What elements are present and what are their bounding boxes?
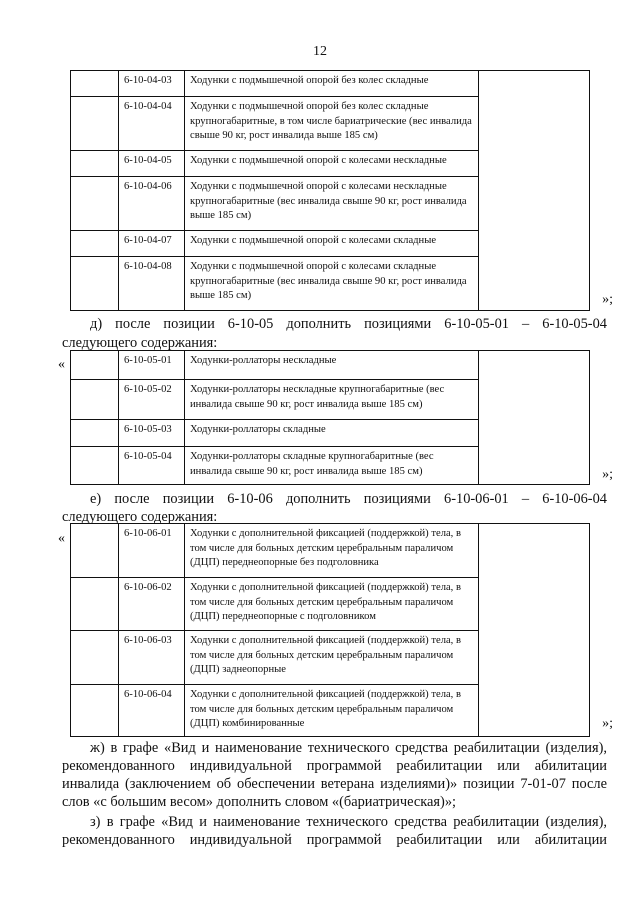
position-code: 6-10-04-04 xyxy=(119,97,185,151)
opening-quote: « xyxy=(58,531,65,546)
position-code: 6-10-06-03 xyxy=(119,631,185,685)
paragraph-d-line1: д) после позиции 6-10-05 дополнить позициями 6-10-05-01 – 6-10-05-04 xyxy=(90,316,607,332)
position-name: Ходунки с подмышечной опорой с колесами складные крупногабаритные (вес инвалида свыше 90 кг, рост инвалида выше 185 см) xyxy=(185,257,479,311)
position-code: 6-10-04-06 xyxy=(119,177,185,231)
position-code: 6-10-05-04 xyxy=(119,447,185,485)
position-name: Ходунки с подмышечной опорой с колесами нескладные xyxy=(185,151,479,177)
table-row xyxy=(71,524,590,578)
position-code: 6-10-05-01 xyxy=(119,351,185,380)
position-code: 6-10-04-03 xyxy=(119,71,185,97)
paragraph-e-line2: следующего содержания: xyxy=(62,509,218,525)
table-rollators xyxy=(70,350,590,485)
position-code: 6-10-04-07 xyxy=(119,231,185,257)
paragraph-zh: ж) в графе «Вид и наименование технического средства реабилитации (изделия), рекомендованного индивидуальной программой реабилитации или абилитации инвалида (заключением об обеспечении ветерана изделиями)» позиции 7-01-07 после слов «с большим весом» дополнить словом «(бариатрическая)»; xyxy=(62,740,607,810)
position-code: 6-10-06-02 xyxy=(119,578,185,631)
position-code: 6-10-06-04 xyxy=(119,685,185,737)
position-name: Ходунки с подмышечной опорой с колесами складные xyxy=(185,231,479,257)
paragraph-e-line1: е) после позиции 6-10-06 дополнить позициями 6-10-06-01 – 6-10-06-04 xyxy=(90,491,607,507)
position-name: Ходунки-роллаторы складные xyxy=(185,420,479,447)
position-name: Ходунки с дополнительной фиксацией (поддержкой) тела, в том числе для больных детским церебральным параличом (ДЦП) комбинированные xyxy=(185,685,479,737)
position-name: Ходунки с подмышечной опорой без колес складные xyxy=(185,71,479,97)
closing-quote: »; xyxy=(602,716,613,731)
position-name: Ходунки-роллаторы нескладные крупногабаритные (вес инвалида свыше 90 кг, рост инвалида выше 185 см) xyxy=(185,380,479,420)
position-name: Ходунки с дополнительной фиксацией (поддержкой) тела, в том числе для больных детским церебральным параличом (ДЦП) переднеопорные с подголовником xyxy=(185,578,479,631)
position-code: 6-10-05-03 xyxy=(119,420,185,447)
table-row xyxy=(71,351,590,380)
position-code: 6-10-04-05 xyxy=(119,151,185,177)
position-name: Ходунки-роллаторы складные крупногабаритные (вес инвалида свыше 90 кг, рост инвалида выше 185 см) xyxy=(185,447,479,485)
closing-quote: »; xyxy=(602,292,613,307)
closing-quote: »; xyxy=(602,467,613,482)
position-name: Ходунки с дополнительной фиксацией (поддержкой) тела, в том числе для больных детским церебральным параличом (ДЦП) заднеопорные xyxy=(185,631,479,685)
position-code: 6-10-05-02 xyxy=(119,380,185,420)
position-name: Ходунки с подмышечной опорой без колес складные крупногабаритные, в том числе бариатрические (вес инвалида свыше 90 кг, рост инвалида выше 185 см) xyxy=(185,97,479,151)
page-number: 12 xyxy=(313,44,327,59)
table-walkers-fixation xyxy=(70,523,590,737)
position-name: Ходунки с подмышечной опорой с колесами нескладные крупногабаритные (вес инвалида свыше 90 кг, рост инвалида выше 185 см) xyxy=(185,177,479,231)
position-name: Ходунки с дополнительной фиксацией (поддержкой) тела, в том числе для больных детским церебральным параличом (ДЦП) переднеопорные без подголовника xyxy=(185,524,479,578)
opening-quote: « xyxy=(58,357,65,372)
table-row xyxy=(71,71,590,97)
paragraph-z: з) в графе «Вид и наименование технического средства реабилитации (изделия), рекомендованного индивидуальной программой реабилитации или абилитации xyxy=(62,814,607,848)
paragraph-d-line2: следующего содержания: xyxy=(62,335,218,351)
position-code: 6-10-06-01 xyxy=(119,524,185,578)
position-code: 6-10-04-08 xyxy=(119,257,185,311)
position-name: Ходунки-роллаторы нескладные xyxy=(185,351,479,380)
table-walkers-axillary xyxy=(70,70,590,311)
